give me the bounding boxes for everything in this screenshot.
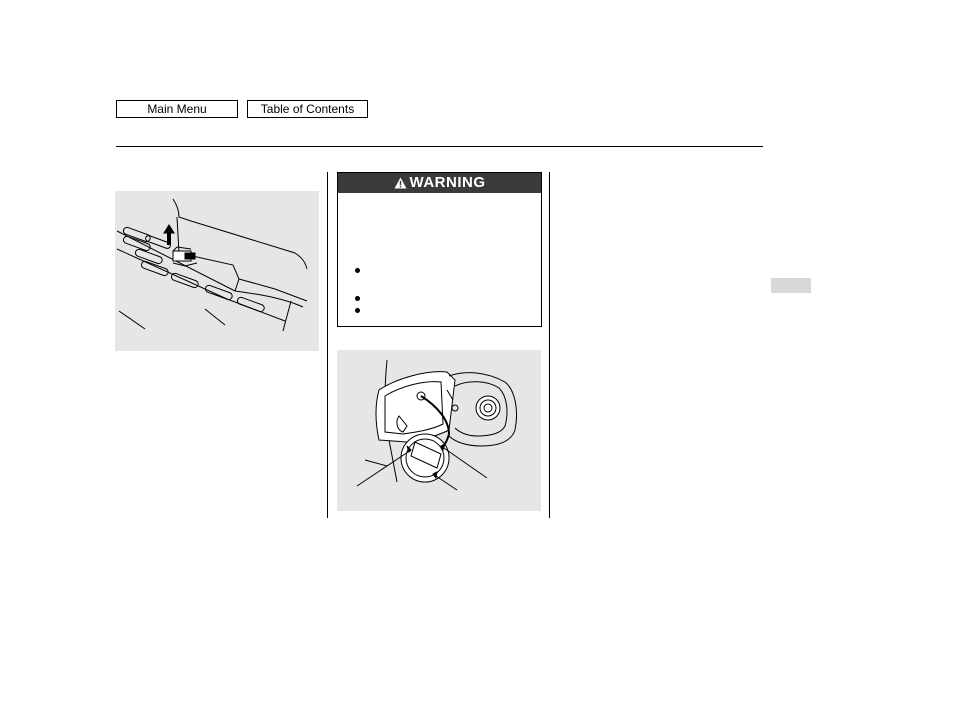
warning-bullet-1 [355,268,360,273]
column-divider-right [549,172,550,518]
warning-box [337,172,542,327]
fuel-fill-cap-illustration [337,350,541,511]
table-of-contents-button[interactable]: Table of Contents [247,100,368,118]
warning-triangle-icon [394,175,407,195]
header-rule [116,146,763,147]
warning-bullet-3 [355,308,360,313]
warning-header [338,173,541,193]
fuel-door-opener-illustration [115,191,319,351]
warning-bullet-2 [355,296,360,301]
section-tab-marker [771,278,811,293]
warning-title: WARNING [409,174,486,191]
main-menu-button[interactable]: Main Menu [116,100,238,118]
column-divider-left [327,172,328,518]
